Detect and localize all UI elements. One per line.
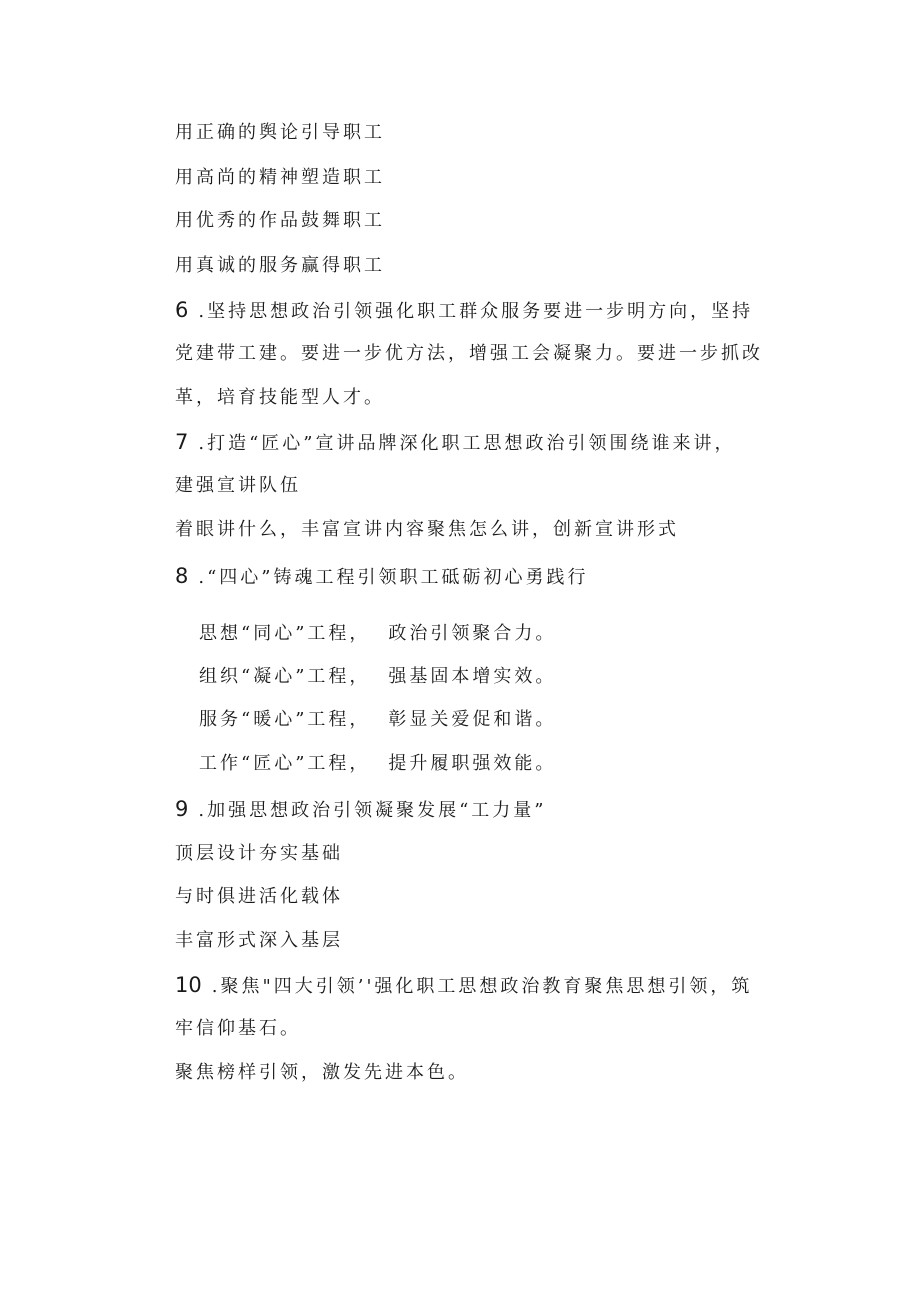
list-item-heading: 9 .加强思想政治引领凝聚发展“工力量”: [175, 797, 547, 821]
text-line: 用真诚的服务赢得职工: [175, 255, 385, 276]
item-number: 9: [175, 797, 189, 821]
list-item-heading: 10 .聚焦"四大引领’'强化职工思想政治教育聚焦思想引领，筑: [175, 973, 753, 997]
text-line: 着眼讲什么，丰富宣讲内容聚焦怎么讲，创新宣讲形式: [175, 519, 679, 540]
list-item-heading: 8 .“四心”铸魂工程引领职工砥砺初心勇践行: [175, 564, 589, 588]
text-line: 党建带工建。要进一步优方法，增强工会凝聚力。要进一步抓改: [175, 343, 763, 364]
item-number: 7: [175, 430, 189, 454]
text-line: 聚焦榜样引领，激发先进本色。: [175, 1062, 469, 1083]
text-line: 用优秀的作品鼓舞职工: [175, 210, 385, 231]
item-number: 8: [175, 564, 189, 588]
list-item-heading: 7 .打造“匠心”宣讲品牌深化职工思想政治引领围绕谁来讲，: [175, 430, 736, 454]
item-number: 10: [175, 973, 202, 997]
text-line: 用正确的舆论引导职工: [175, 122, 385, 143]
text-line: 建强宣讲队伍: [175, 475, 301, 496]
list-item-heading: 6 .坚持思想政治引领强化职工群众服务要进一步明方向，坚持: [175, 298, 754, 322]
item-number: 6: [175, 298, 189, 322]
text-line: 用高尚的精神塑造职工: [175, 167, 385, 188]
text-line: 服务“暖心”工程， 彰显关爱促和谐。: [199, 709, 557, 730]
text-line: 丰富形式深入基层: [175, 930, 343, 951]
text-line: 与时俱进活化载体: [175, 886, 343, 907]
text-line: 组织“凝心”工程， 强基固本增实效。: [199, 666, 557, 687]
text-line: 思想“同心”工程， 政治引领聚合力。: [199, 623, 557, 644]
text-line: 顶层设计夯实基础: [175, 843, 343, 864]
text-line: 牢信仰基石。: [175, 1018, 301, 1039]
text-line: 革，培育技能型人才。: [175, 387, 385, 408]
text-line: 工作“匠心”工程， 提升履职强效能。: [199, 753, 557, 774]
